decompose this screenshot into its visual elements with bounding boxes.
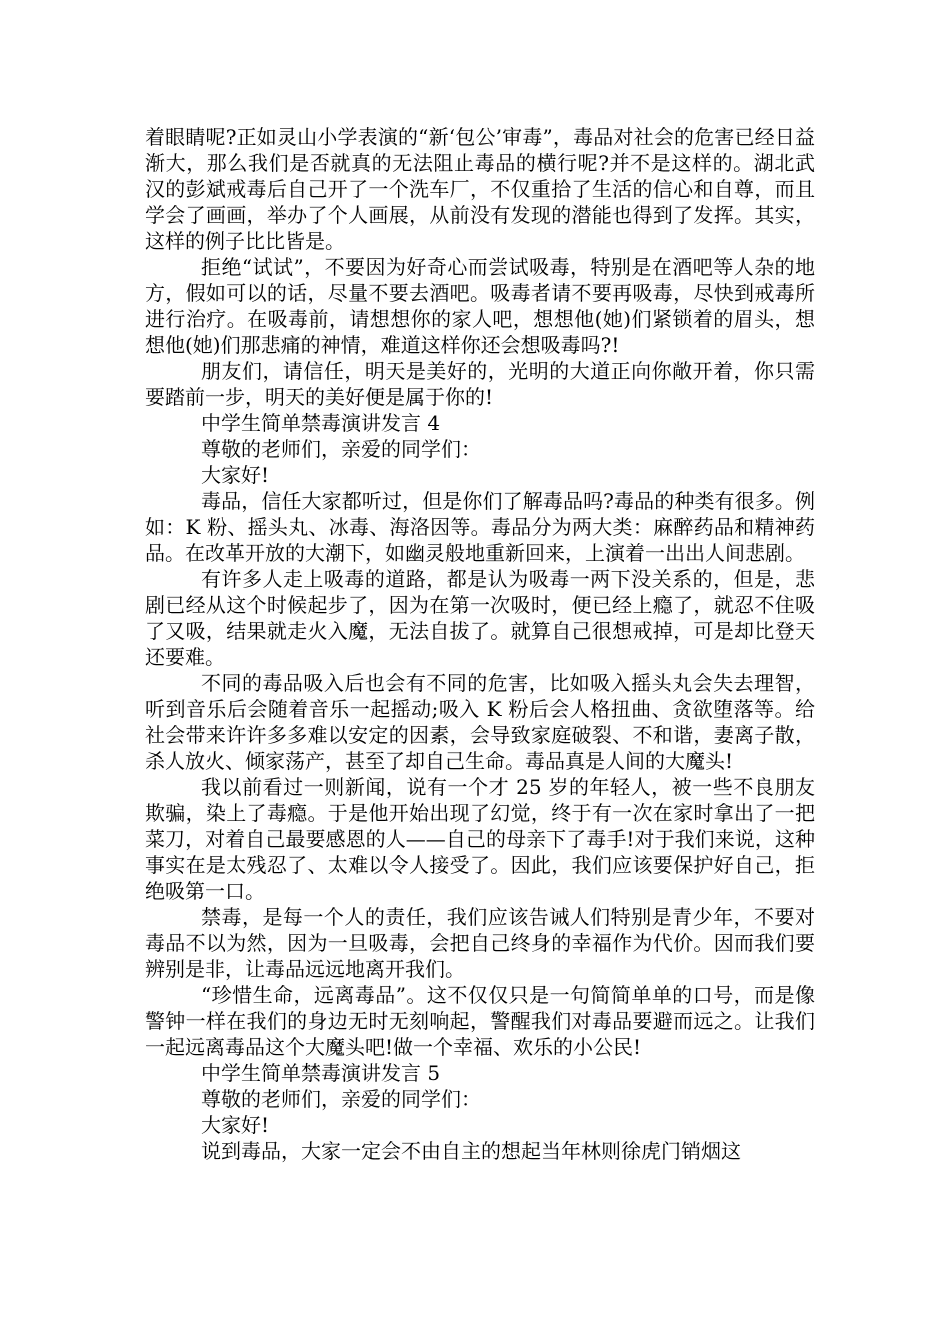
salutation: 尊敬的老师们，亲爱的同学们：	[201, 437, 481, 461]
paragraph: 有许多人走上吸毒的道路，都是认为吸毒一两下没关系的，但是，悲剧已经从这个时候起步了，因为在第一次吸时，便已经上瘾了，就忍不住吸了又吸，结果就走火入魔，无法自拔了。就算自己很想戒掉，可是却比登天还要难。	[145, 567, 815, 669]
document-body	[145, 124, 815, 1164]
salutation: 尊敬的老师们，亲爱的同学们：	[201, 1087, 481, 1111]
paragraph: 说到毒品，大家一定会不由自主的想起当年林则徐虎门销烟这	[201, 1139, 741, 1163]
greeting: 大家好!	[201, 463, 270, 487]
paragraph: 不同的毒品吸入后也会有不同的危害，比如吸入摇头丸会失去理智，听到音乐后会随着音乐一起摇动;吸入 K 粉后会人格扭曲、贪欲堕落等。给社会带来许许多多难以安定的因素，会导致家庭破裂、不和谐，妻离子散，杀人放火、倾家荡产，甚至了却自己生命。毒品真是人间的大魔头!	[145, 671, 815, 773]
paragraph: 拒绝“试试”，不要因为好奇心而尝试吸毒，特别是在酒吧等人杂的地方，假如可以的话，尽量不要去酒吧。吸毒者请不要再吸毒，尽快到戒毒所进行治疗。在吸毒前，请想想你的家人吧，想想他(她)们紧锁着的眉头，想想他(她)们那悲痛的神情，难道这样你还会想吸毒吗?!	[145, 255, 815, 357]
paragraph: 朋友们，请信任，明天是美好的，光明的大道正向你敞开着，你只需要踏前一步，明天的美好便是属于你的!	[145, 359, 815, 409]
section-heading: 中学生简单禁毒演讲发言 4	[201, 411, 441, 435]
section-heading: 中学生简单禁毒演讲发言 5	[201, 1061, 441, 1085]
paragraph: 着眼睛呢?正如灵山小学表演的“新‘包公’审毒”，毒品对社会的危害已经日益渐大，那么我们是否就真的无法阻止毒品的横行呢?并不是这样的。湖北武汉的彭斌戒毒后自己开了一个洗车厂，不仅重拾了生活的信心和自尊，而且学会了画画，举办了个人画展，从前没有发现的潜能也得到了发挥。其实，这样的例子比比皆是。	[145, 125, 815, 253]
paragraph: 我以前看过一则新闻，说有一个才 25 岁的年轻人，被一些不良朋友欺骗，染上了毒瘾。于是他开始出现了幻觉，终于有一次在家时拿出了一把菜刀，对着自己最要感恩的人——自己的母亲下了毒手!对于我们来说，这种事实在是太残忍了、太难以令人接受了。因此，我们应该要保护好自己，拒绝吸第一口。	[145, 775, 815, 903]
paragraph: 毒品，信任大家都听过，但是你们了解毒品吗?毒品的种类有很多。例如：K 粉、摇头丸、冰毒、海洛因等。毒品分为两大类：麻醉药品和精神药品。在改革开放的大潮下，如幽灵般地重新回来，上演着一出出人间悲剧。	[145, 489, 815, 565]
greeting: 大家好!	[201, 1113, 270, 1137]
paragraph: “珍惜生命，远离毒品”。这不仅仅只是一句简简单单的口号，而是像警钟一样在我们的身边无时无刻响起，警醒我们对毒品要避而远之。让我们一起远离毒品这个大魔头吧!做一个幸福、欢乐的小公民!	[145, 983, 815, 1059]
paragraph: 禁毒，是每一个人的责任，我们应该告诫人们特别是青少年，不要对毒品不以为然，因为一旦吸毒，会把自己终身的幸福作为代价。因而我们要辨别是非，让毒品远远地离开我们。	[145, 905, 815, 981]
